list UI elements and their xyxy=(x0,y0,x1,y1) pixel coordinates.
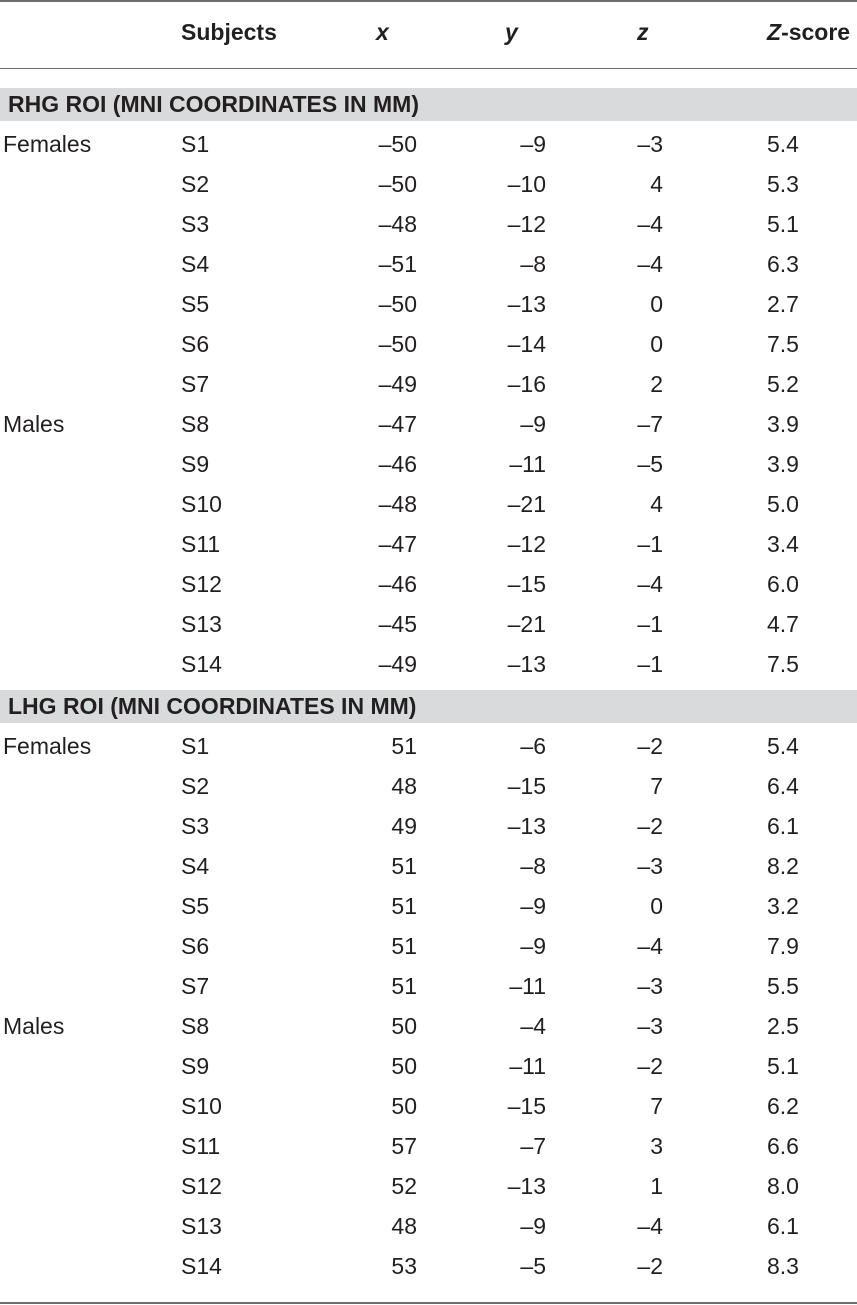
subject-cell: S6 xyxy=(181,933,210,959)
table-row xyxy=(0,644,857,684)
y-cell: –13 xyxy=(507,1173,546,1199)
y-cell: –13 xyxy=(507,651,546,677)
subject-cell: S10 xyxy=(181,491,222,517)
y-cell: –9 xyxy=(520,1213,546,1239)
zscore-cell: 7.5 xyxy=(767,651,799,677)
x-cell: 48 xyxy=(391,773,417,799)
table-row xyxy=(0,1006,857,1046)
group-label: Males xyxy=(3,1013,65,1039)
zscore-cell: 6.2 xyxy=(767,1093,799,1119)
y-cell: –7 xyxy=(520,1133,546,1159)
table-row xyxy=(0,766,857,806)
x-cell: 52 xyxy=(391,1173,417,1199)
zscore-cell: 6.0 xyxy=(767,571,799,597)
z-cell: 1 xyxy=(650,1173,663,1199)
zscore-cell: 2.7 xyxy=(767,291,799,317)
x-cell: 51 xyxy=(391,933,417,959)
subject-cell: S11 xyxy=(181,531,221,557)
x-cell: –49 xyxy=(378,371,417,397)
subject-cell: S5 xyxy=(181,291,210,317)
subject-cell: S8 xyxy=(181,1013,210,1039)
y-cell: –21 xyxy=(507,491,546,517)
zscore-cell: 5.4 xyxy=(767,131,799,157)
x-cell: 48 xyxy=(391,1213,417,1239)
table-row xyxy=(0,846,857,886)
table-row xyxy=(0,444,857,484)
x-cell: –49 xyxy=(378,651,417,677)
x-cell: –50 xyxy=(378,171,417,197)
z-cell: –1 xyxy=(637,651,663,677)
y-cell: –11 xyxy=(509,973,546,999)
y-cell: –21 xyxy=(507,611,546,637)
bottom-rule xyxy=(0,1302,857,1304)
x-cell: –46 xyxy=(378,451,417,477)
table-row xyxy=(0,604,857,644)
subject-cell: S10 xyxy=(181,1093,222,1119)
z-cell: –2 xyxy=(637,1253,663,1279)
subject-cell: S4 xyxy=(181,251,210,277)
table-row xyxy=(0,164,857,204)
table-row xyxy=(0,404,857,444)
table-row xyxy=(0,1246,857,1286)
zscore-cell: 4.7 xyxy=(767,611,799,637)
zscore-cell: 5.0 xyxy=(767,491,799,517)
subject-cell: S7 xyxy=(181,973,210,999)
y-cell: –14 xyxy=(507,331,546,357)
table-row xyxy=(0,364,857,404)
subject-cell: S9 xyxy=(181,451,210,477)
z-cell: –2 xyxy=(637,733,663,759)
header-zscore-suffix: -score xyxy=(781,19,851,45)
z-cell: –4 xyxy=(637,933,663,959)
y-cell: –5 xyxy=(520,1253,546,1279)
x-cell: –50 xyxy=(378,131,417,157)
x-cell: –45 xyxy=(378,611,417,637)
section-header-lhg xyxy=(0,690,857,723)
subject-cell: S14 xyxy=(181,1253,222,1279)
table-row xyxy=(0,1046,857,1086)
y-cell: –9 xyxy=(520,893,546,919)
zscore-cell: 2.5 xyxy=(767,1013,799,1039)
group-label: Females xyxy=(3,733,92,759)
table-row xyxy=(0,1126,857,1166)
z-cell: 0 xyxy=(650,331,663,357)
subject-cell: S3 xyxy=(181,211,210,237)
header-x: x xyxy=(376,19,389,45)
table-row xyxy=(0,204,857,244)
z-cell: –4 xyxy=(637,251,663,277)
zscore-cell: 6.4 xyxy=(767,773,799,799)
y-cell: –8 xyxy=(520,251,546,277)
z-cell: –7 xyxy=(637,411,663,437)
subject-cell: S2 xyxy=(181,773,210,799)
z-cell: 4 xyxy=(650,171,663,197)
table-row xyxy=(0,886,857,926)
table-row xyxy=(0,244,857,284)
x-cell: –50 xyxy=(378,331,417,357)
z-cell: –5 xyxy=(637,451,663,477)
zscore-cell: 5.5 xyxy=(767,973,799,999)
y-cell: –9 xyxy=(520,131,546,157)
y-cell: –8 xyxy=(520,853,546,879)
z-cell: 7 xyxy=(650,773,663,799)
header-zscore-z: Z xyxy=(767,19,782,45)
zscore-cell: 7.5 xyxy=(767,331,799,357)
table-row xyxy=(0,124,857,164)
group-label: Females xyxy=(3,131,92,157)
z-cell: –1 xyxy=(637,531,663,557)
table-row xyxy=(0,524,857,564)
table-row xyxy=(0,324,857,364)
x-cell: 51 xyxy=(391,893,417,919)
x-cell: 51 xyxy=(391,853,417,879)
x-cell: –48 xyxy=(378,211,417,237)
z-cell: 0 xyxy=(650,893,663,919)
header-z: z xyxy=(637,19,649,45)
zscore-cell: 8.3 xyxy=(767,1253,799,1279)
subject-cell: S11 xyxy=(181,1133,221,1159)
y-cell: –11 xyxy=(509,1053,546,1079)
x-cell: –50 xyxy=(378,291,417,317)
z-cell: 4 xyxy=(650,491,663,517)
z-cell: 3 xyxy=(650,1133,663,1159)
subject-cell: S1 xyxy=(181,733,210,759)
z-cell: 2 xyxy=(650,371,663,397)
header-zscore xyxy=(767,12,850,52)
y-cell: –15 xyxy=(507,571,546,597)
y-cell: –6 xyxy=(520,733,546,759)
z-cell: –1 xyxy=(637,611,663,637)
zscore-cell: 5.3 xyxy=(767,171,799,197)
table-row xyxy=(0,966,857,1006)
y-cell: –13 xyxy=(507,291,546,317)
subject-cell: S6 xyxy=(181,331,210,357)
top-rule xyxy=(0,0,857,2)
z-cell: –4 xyxy=(637,211,663,237)
x-cell: 50 xyxy=(391,1093,417,1119)
zscore-cell: 3.9 xyxy=(767,451,799,477)
group-label: Males xyxy=(3,411,65,437)
x-cell: 51 xyxy=(391,733,417,759)
zscore-cell: 8.0 xyxy=(767,1173,799,1199)
y-cell: –15 xyxy=(507,773,546,799)
section-title: RHG ROI (MNI COORDINATES IN MM) xyxy=(8,91,419,117)
x-cell: 51 xyxy=(391,973,417,999)
x-cell: 50 xyxy=(391,1013,417,1039)
subject-cell: S12 xyxy=(181,571,222,597)
table-row xyxy=(0,926,857,966)
header-rule xyxy=(0,68,857,69)
z-cell: –2 xyxy=(637,813,663,839)
subject-cell: S2 xyxy=(181,171,210,197)
x-cell: 57 xyxy=(391,1133,417,1159)
table-row xyxy=(0,806,857,846)
x-cell: 53 xyxy=(391,1253,417,1279)
y-cell: –4 xyxy=(520,1013,546,1039)
y-cell: –12 xyxy=(507,531,546,557)
x-cell: –51 xyxy=(378,251,417,277)
table-row xyxy=(0,284,857,324)
table-row xyxy=(0,726,857,766)
subject-cell: S3 xyxy=(181,813,210,839)
subject-cell: S14 xyxy=(181,651,222,677)
y-cell: –10 xyxy=(507,171,546,197)
z-cell: 0 xyxy=(650,291,663,317)
y-cell: –15 xyxy=(507,1093,546,1119)
subject-cell: S8 xyxy=(181,411,210,437)
subject-cell: S13 xyxy=(181,1213,222,1239)
y-cell: –12 xyxy=(507,211,546,237)
zscore-cell: 5.1 xyxy=(767,211,799,237)
subject-cell: S13 xyxy=(181,611,222,637)
table-row xyxy=(0,1206,857,1246)
table-row xyxy=(0,1086,857,1126)
section-title: LHG ROI (MNI COORDINATES IN MM) xyxy=(8,693,417,719)
y-cell: –9 xyxy=(520,933,546,959)
y-cell: –9 xyxy=(520,411,546,437)
z-cell: –4 xyxy=(637,1213,663,1239)
x-cell: –47 xyxy=(378,531,417,557)
zscore-cell: 6.6 xyxy=(767,1133,799,1159)
table-row xyxy=(0,564,857,604)
zscore-cell: 6.1 xyxy=(767,813,799,839)
table-row xyxy=(0,484,857,524)
zscore-cell: 6.1 xyxy=(767,1213,799,1239)
subject-cell: S12 xyxy=(181,1173,222,1199)
subject-cell: S5 xyxy=(181,893,210,919)
subject-cell: S4 xyxy=(181,853,210,879)
zscore-cell: 5.2 xyxy=(767,371,799,397)
zscore-cell: 8.2 xyxy=(767,853,799,879)
z-cell: –3 xyxy=(637,973,663,999)
x-cell: 50 xyxy=(391,1053,417,1079)
subject-cell: S7 xyxy=(181,371,210,397)
x-cell: –47 xyxy=(378,411,417,437)
zscore-cell: 6.3 xyxy=(767,251,799,277)
x-cell: 49 xyxy=(391,813,417,839)
header-subjects: Subjects xyxy=(181,19,277,45)
section-header-rhg xyxy=(0,88,857,121)
y-cell: –11 xyxy=(509,451,546,477)
x-cell: –46 xyxy=(378,571,417,597)
zscore-cell: 3.9 xyxy=(767,411,799,437)
zscore-cell: 3.4 xyxy=(767,531,799,557)
y-cell: –16 xyxy=(507,371,546,397)
table-row xyxy=(0,1166,857,1206)
z-cell: 7 xyxy=(650,1093,663,1119)
zscore-cell: 5.1 xyxy=(767,1053,799,1079)
z-cell: –3 xyxy=(637,853,663,879)
subject-cell: S9 xyxy=(181,1053,210,1079)
subject-cell: S1 xyxy=(181,131,210,157)
z-cell: –2 xyxy=(637,1053,663,1079)
zscore-cell: 5.4 xyxy=(767,733,799,759)
zscore-cell: 7.9 xyxy=(767,933,799,959)
x-cell: –48 xyxy=(378,491,417,517)
z-cell: –4 xyxy=(637,571,663,597)
z-cell: –3 xyxy=(637,131,663,157)
zscore-cell: 3.2 xyxy=(767,893,799,919)
header-y: y xyxy=(505,19,518,45)
y-cell: –13 xyxy=(507,813,546,839)
z-cell: –3 xyxy=(637,1013,663,1039)
